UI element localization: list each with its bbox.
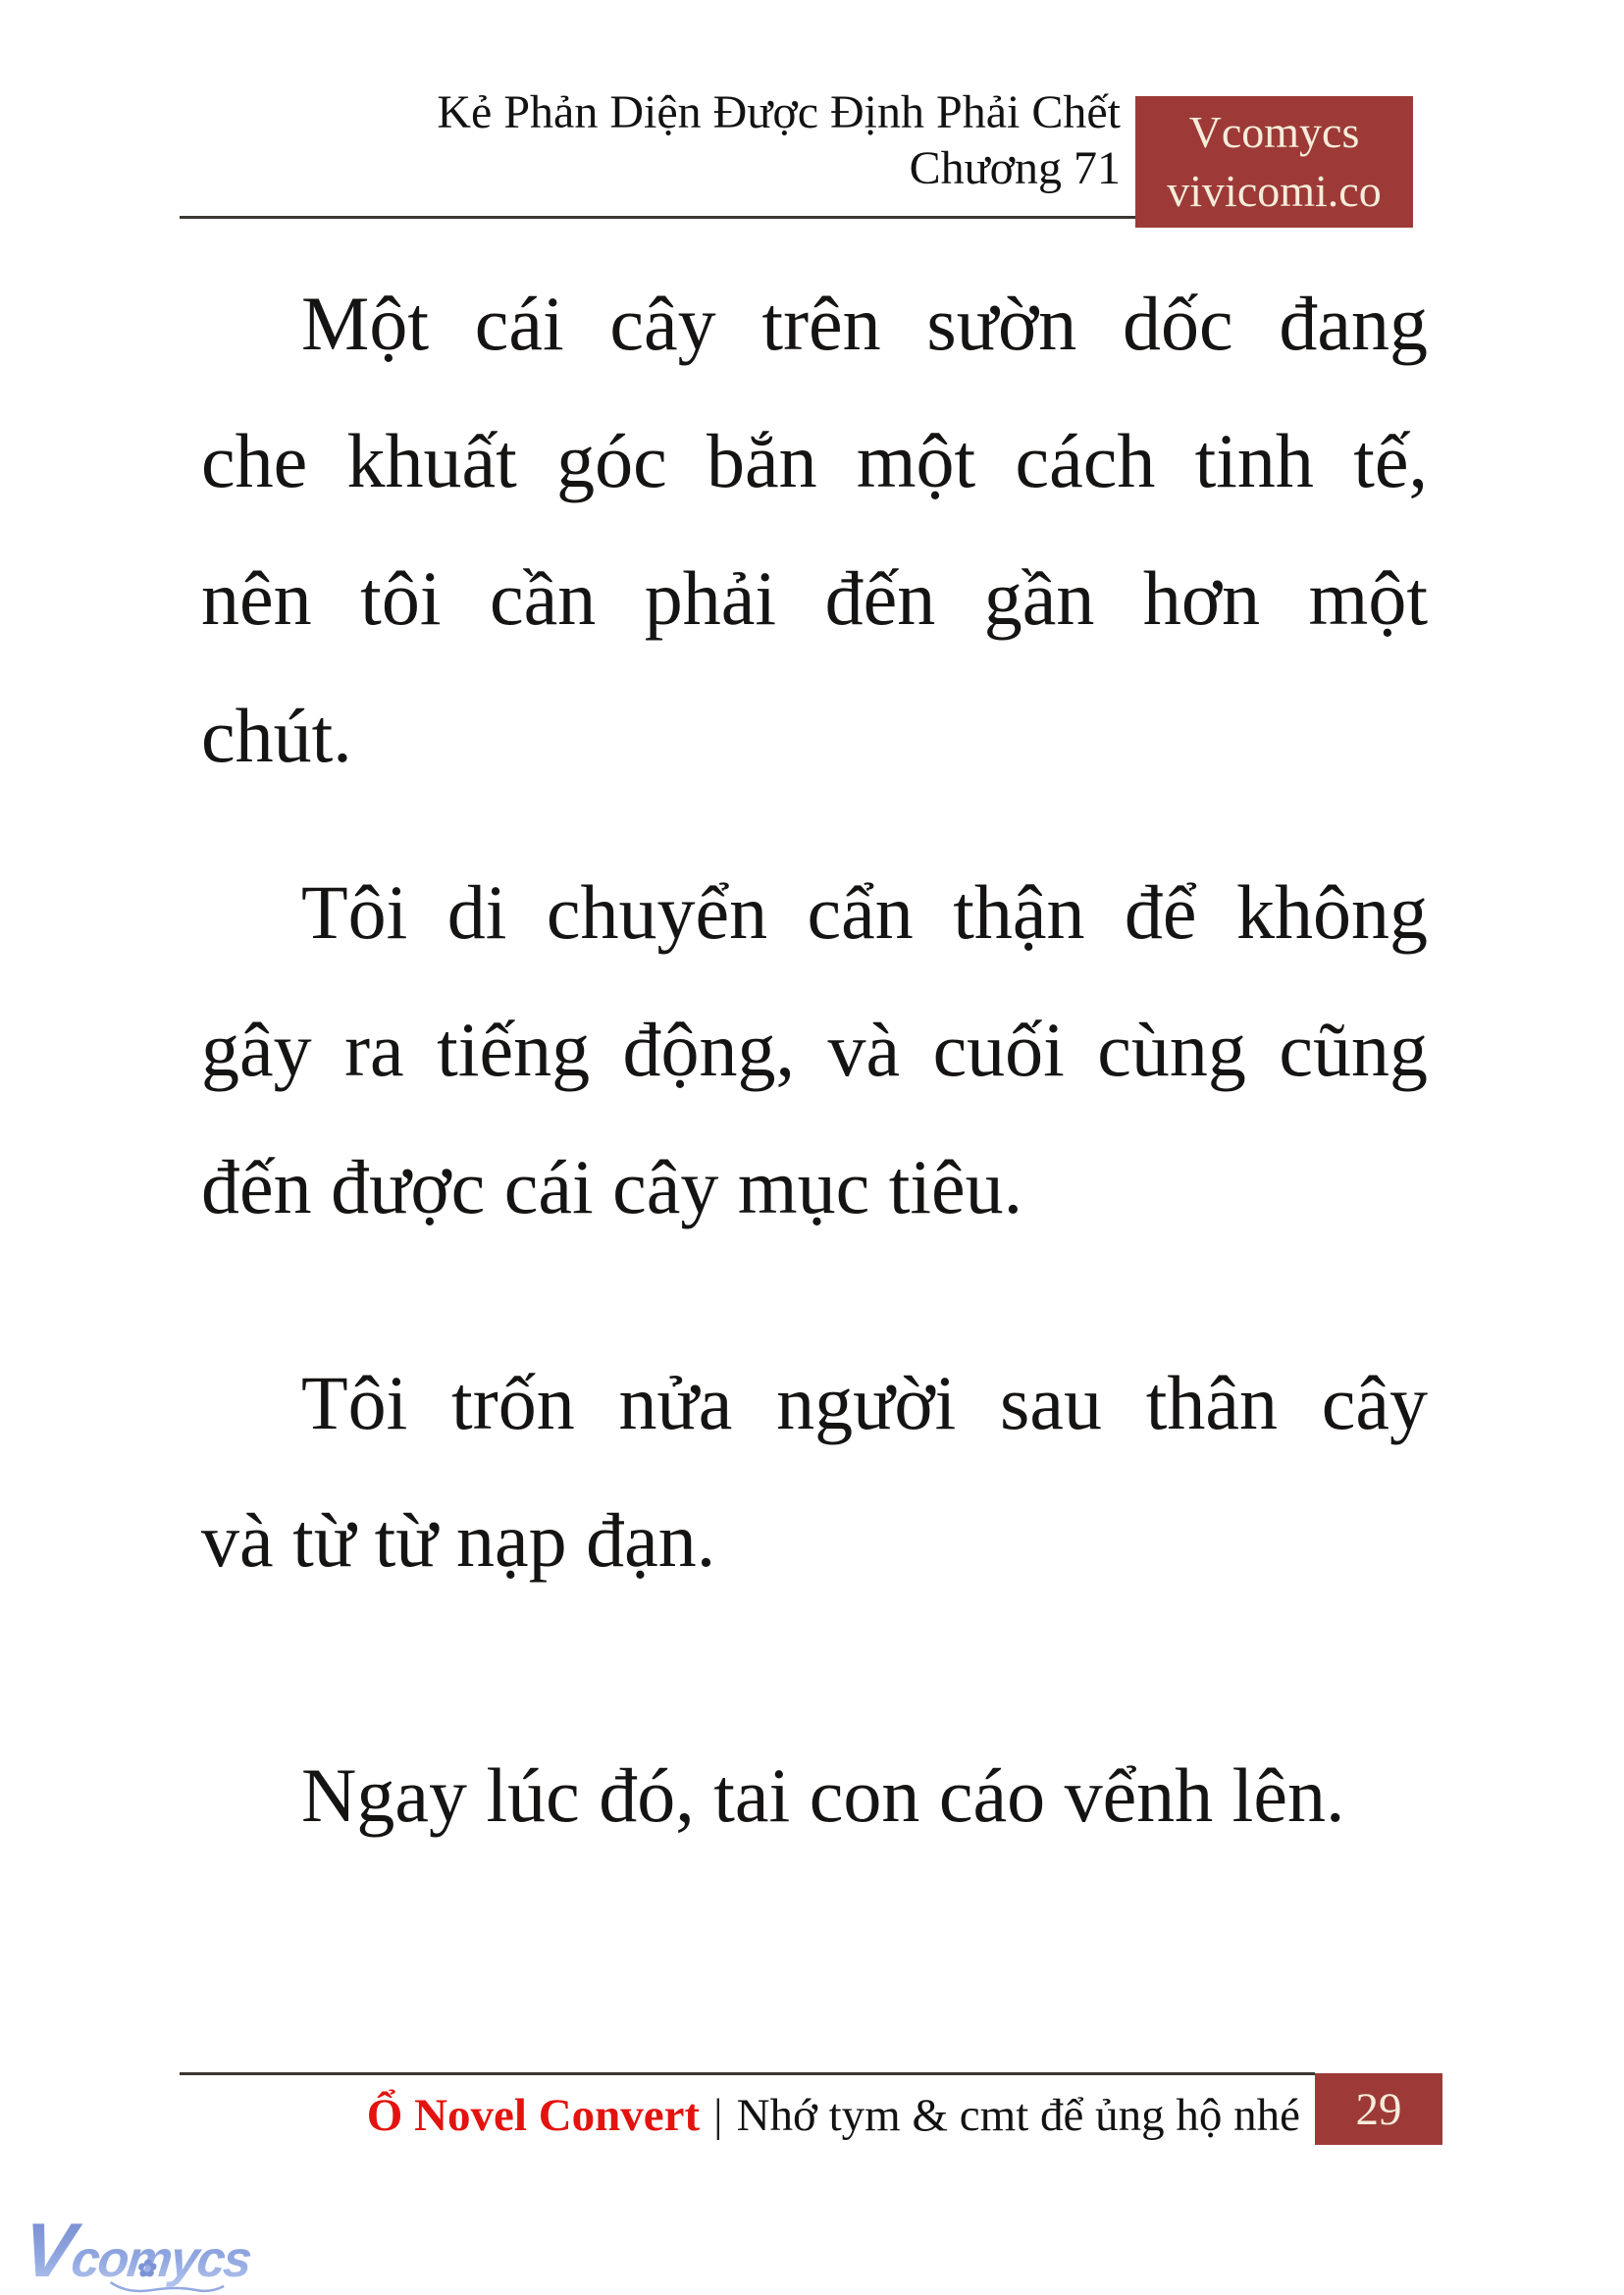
brand-name: Vcomycs <box>1188 107 1360 157</box>
footer-divider <box>180 2072 1315 2075</box>
paragraph <box>201 255 1428 805</box>
text-line: và từ từ nạp đạn. <box>201 1497 716 1583</box>
watermark-rest: comycs <box>68 2231 253 2288</box>
footer-credit <box>367 2084 1300 2147</box>
book-title: Kẻ Phản Diện Được Định Phải Chết <box>437 86 1121 138</box>
text-line: gây ra tiếng động, và cuối cùng cũng <box>201 1007 1428 1092</box>
text-line: Tôi trốn nửa người sau thân cây <box>301 1360 1428 1445</box>
text-line: che khuất góc bắn một cách tinh tế, <box>201 418 1428 503</box>
watermark-logo <box>19 2204 264 2295</box>
text-line: chút. <box>201 693 352 778</box>
page-number-badge <box>1315 2073 1442 2145</box>
watermark-initial: V <box>19 2207 78 2293</box>
header-title-block <box>437 84 1121 196</box>
body-text <box>201 255 1428 1864</box>
footer-brand: Ổ Novel Convert <box>366 2090 701 2141</box>
brand-site: vivicomi.co <box>1167 166 1382 216</box>
paragraph <box>201 1334 1428 1609</box>
flower-icon: ✿ <box>135 2256 159 2282</box>
paragraph <box>201 844 1428 1256</box>
text-line: đến được cái cây mục tiêu. <box>201 1144 1023 1229</box>
text-line: Tôi di chuyển cẩn thận để không <box>301 869 1428 955</box>
text-line: Một cái cây trên sườn dốc đang <box>301 281 1428 366</box>
paragraph <box>201 1727 1428 1864</box>
text-line: nên tôi cần phải đến gần hơn một <box>201 555 1428 641</box>
brand-box <box>1135 96 1413 228</box>
swirl-decoration <box>107 2278 227 2295</box>
footer-message: Nhớ tym & cmt để ủng hộ nhé <box>736 2090 1300 2141</box>
chapter-label: Chương 71 <box>909 142 1121 194</box>
text-line: Ngay lúc đó, tai con cáo vểnh lên. <box>301 1752 1345 1838</box>
footer-separator: | <box>713 2090 723 2141</box>
page-number: 29 <box>1355 2083 1402 2135</box>
header-divider <box>180 216 1135 219</box>
